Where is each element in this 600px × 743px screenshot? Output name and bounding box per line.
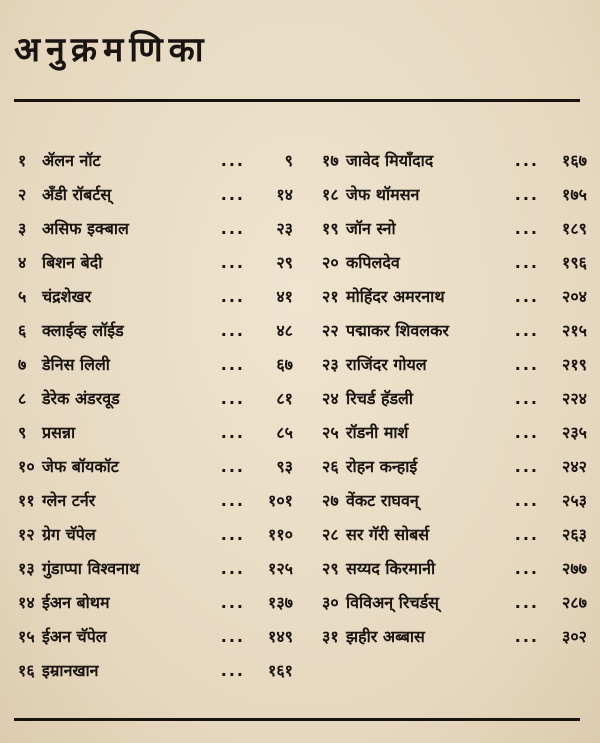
entry-page-number: ९३ bbox=[276, 457, 293, 476]
entry-number: १९ bbox=[322, 219, 339, 238]
entry-number: ८ bbox=[18, 389, 27, 408]
entry-leader: ... bbox=[220, 456, 245, 476]
top-divider bbox=[14, 99, 580, 102]
contents-entry bbox=[18, 517, 293, 551]
entry-number: १७ bbox=[322, 151, 339, 170]
entry-leader: ... bbox=[514, 320, 539, 340]
entry-page-number: २४२ bbox=[562, 457, 587, 476]
entry-number: १० bbox=[18, 457, 35, 476]
entry-name: प्रसन्ना bbox=[42, 423, 76, 442]
entry-leader: ... bbox=[514, 626, 539, 646]
contents-entry bbox=[18, 619, 293, 653]
contents-entry bbox=[322, 585, 587, 619]
entry-name: सर गॅरी सोबर्स bbox=[346, 525, 430, 544]
entry-name: वेंकट राघवन् bbox=[346, 491, 419, 510]
entry-name: कपिलदेव bbox=[346, 253, 400, 272]
contents-entry bbox=[18, 483, 293, 517]
entry-leader: ... bbox=[514, 490, 539, 510]
contents-entry bbox=[322, 517, 587, 551]
contents-entry bbox=[18, 313, 293, 347]
contents-entry bbox=[18, 279, 293, 313]
entry-leader: ... bbox=[220, 150, 245, 170]
entry-page-number: १६१ bbox=[268, 661, 293, 680]
entry-number: ३१ bbox=[322, 627, 339, 646]
entry-leader: ... bbox=[220, 252, 245, 272]
entry-number: २ bbox=[18, 185, 27, 204]
entry-page-number: १०१ bbox=[268, 491, 293, 510]
entry-number: ३ bbox=[18, 219, 27, 238]
entry-number: २४ bbox=[322, 389, 339, 408]
entry-name: ईअन चॅपेल bbox=[42, 627, 107, 646]
entry-leader: ... bbox=[220, 626, 245, 646]
entry-number: २५ bbox=[322, 423, 339, 442]
entry-leader: ... bbox=[514, 286, 539, 306]
entry-name: झहीर अब्बास bbox=[346, 627, 425, 646]
entry-leader: ... bbox=[220, 490, 245, 510]
contents-entry bbox=[322, 619, 587, 653]
entry-leader: ... bbox=[514, 456, 539, 476]
entry-page-number: १७५ bbox=[562, 185, 587, 204]
contents-entry bbox=[322, 313, 587, 347]
entry-leader: ... bbox=[514, 184, 539, 204]
entry-page-number: ८५ bbox=[276, 423, 293, 442]
entry-page-number: २५३ bbox=[562, 491, 587, 510]
contents-entry bbox=[18, 143, 293, 177]
contents-left-column bbox=[18, 143, 293, 687]
contents-entry bbox=[18, 347, 293, 381]
entry-page-number: ६७ bbox=[276, 355, 293, 374]
contents-entry bbox=[18, 585, 293, 619]
contents-entry bbox=[18, 177, 293, 211]
entry-name: बिशन बेदी bbox=[42, 253, 103, 272]
contents-entry bbox=[18, 211, 293, 245]
entry-page-number: १४९ bbox=[268, 627, 293, 646]
entry-number: १३ bbox=[18, 559, 35, 578]
entry-page-number: ३०२ bbox=[562, 627, 587, 646]
entry-number: ७ bbox=[18, 355, 27, 374]
entry-number: ५ bbox=[18, 287, 27, 306]
entry-leader: ... bbox=[220, 660, 245, 680]
contents-entry bbox=[322, 449, 587, 483]
entry-page-number: १९६ bbox=[562, 253, 587, 272]
entry-number: ९ bbox=[18, 423, 27, 442]
entry-page-number: २२४ bbox=[562, 389, 587, 408]
contents-entry bbox=[322, 279, 587, 313]
contents-entry bbox=[322, 177, 587, 211]
contents-entry bbox=[322, 483, 587, 517]
entry-leader: ... bbox=[220, 524, 245, 544]
contents-entry bbox=[322, 381, 587, 415]
entry-name: रोहन कन्हाई bbox=[346, 457, 418, 476]
entry-page-number: ४१ bbox=[276, 287, 293, 306]
entry-name: जेफ बॉयकॉट bbox=[42, 457, 119, 476]
entry-name: जावेद मियाँदाद bbox=[346, 151, 434, 170]
entry-number: १२ bbox=[18, 525, 35, 544]
entry-leader: ... bbox=[220, 558, 245, 578]
entry-leader: ... bbox=[514, 388, 539, 408]
entry-leader: ... bbox=[514, 592, 539, 612]
entry-number: १६ bbox=[18, 661, 35, 680]
entry-name: ग्रेग चॅपेल bbox=[42, 525, 96, 544]
contents-entry bbox=[18, 415, 293, 449]
entry-number: २९ bbox=[322, 559, 339, 578]
entry-number: ११ bbox=[18, 491, 35, 510]
contents-entry bbox=[18, 245, 293, 279]
entry-name: जेफ थॉमसन bbox=[346, 185, 420, 204]
entry-number: २१ bbox=[322, 287, 339, 306]
bottom-divider bbox=[14, 718, 580, 721]
entry-page-number: २७७ bbox=[562, 559, 587, 578]
entry-leader: ... bbox=[514, 524, 539, 544]
entry-name: सय्यद किरमानी bbox=[346, 559, 436, 578]
entry-page-number: २८७ bbox=[562, 593, 587, 612]
entry-number: ४ bbox=[18, 253, 27, 272]
contents-entry bbox=[322, 143, 587, 177]
entry-name: डेनिस लिली bbox=[42, 355, 110, 374]
entry-page-number: ४८ bbox=[276, 321, 293, 340]
contents-entry bbox=[18, 381, 293, 415]
entry-number: २३ bbox=[322, 355, 339, 374]
entry-name: क्लाईव्ह लॉईड bbox=[42, 321, 124, 340]
entry-number: ३० bbox=[322, 593, 339, 612]
entry-page-number: २६३ bbox=[562, 525, 587, 544]
entry-name: रॉडनी मार्श bbox=[346, 423, 409, 442]
entry-number: ६ bbox=[18, 321, 27, 340]
entry-leader: ... bbox=[514, 558, 539, 578]
entry-number: २८ bbox=[322, 525, 339, 544]
entry-leader: ... bbox=[220, 592, 245, 612]
entry-number: १४ bbox=[18, 593, 35, 612]
entry-page-number: १३७ bbox=[268, 593, 293, 612]
entry-page-number: ११० bbox=[268, 525, 293, 544]
page-title: अनुक्रमणिका bbox=[14, 30, 210, 70]
entry-leader: ... bbox=[220, 422, 245, 442]
entry-leader: ... bbox=[514, 150, 539, 170]
entry-page-number: २९ bbox=[276, 253, 293, 272]
entry-leader: ... bbox=[220, 320, 245, 340]
entry-name: गुंडाप्पा विश्वनाथ bbox=[42, 559, 140, 578]
entry-leader: ... bbox=[220, 354, 245, 374]
entry-leader: ... bbox=[220, 218, 245, 238]
entry-name: चंद्रशेखर bbox=[42, 287, 92, 306]
contents-entry bbox=[322, 211, 587, 245]
contents-entry bbox=[18, 653, 293, 687]
entry-name: मोहिंदर अमरनाथ bbox=[346, 287, 445, 306]
entry-name: ग्लेन टर्नर bbox=[42, 491, 96, 510]
contents-entry bbox=[322, 551, 587, 585]
contents-entry bbox=[322, 347, 587, 381]
entry-page-number: २०४ bbox=[562, 287, 587, 306]
entry-number: १५ bbox=[18, 627, 35, 646]
contents-right-column bbox=[322, 143, 587, 653]
contents-entry bbox=[322, 245, 587, 279]
entry-name: डेरेक अंडरवूड bbox=[42, 389, 120, 408]
contents-entry bbox=[18, 449, 293, 483]
entry-name: राजिंदर गोयल bbox=[346, 355, 427, 374]
entry-name: रिचर्ड हॅडली bbox=[346, 389, 414, 408]
entry-name: अँडी रॉबर्टस् bbox=[42, 185, 112, 204]
entry-number: १ bbox=[18, 151, 27, 170]
entry-name: असिफ इक्बाल bbox=[42, 219, 129, 238]
entry-name: ॲलन नॉट bbox=[42, 151, 101, 170]
entry-leader: ... bbox=[514, 354, 539, 374]
entry-leader: ... bbox=[220, 286, 245, 306]
entry-page-number: १८९ bbox=[562, 219, 587, 238]
entry-leader: ... bbox=[220, 184, 245, 204]
entry-leader: ... bbox=[514, 422, 539, 442]
contents-entry bbox=[322, 415, 587, 449]
entry-page-number: २३५ bbox=[562, 423, 587, 442]
entry-page-number: २३ bbox=[276, 219, 293, 238]
entry-leader: ... bbox=[514, 252, 539, 272]
entry-number: २७ bbox=[322, 491, 339, 510]
entry-number: २० bbox=[322, 253, 339, 272]
entry-name: ईअन बोथम bbox=[42, 593, 110, 612]
entry-leader: ... bbox=[220, 388, 245, 408]
entry-page-number: १६७ bbox=[562, 151, 587, 170]
entry-page-number: ९ bbox=[284, 151, 293, 170]
entry-page-number: २१९ bbox=[562, 355, 587, 374]
entry-leader: ... bbox=[514, 218, 539, 238]
entry-name: इम्रानखान bbox=[42, 661, 99, 680]
entry-number: २६ bbox=[322, 457, 339, 476]
entry-name: पद्माकर शिवलकर bbox=[346, 321, 449, 340]
entry-number: २२ bbox=[322, 321, 339, 340]
contents-entry bbox=[18, 551, 293, 585]
entry-page-number: १२५ bbox=[268, 559, 293, 578]
entry-page-number: १४ bbox=[276, 185, 293, 204]
entry-page-number: ८१ bbox=[276, 389, 293, 408]
entry-name: विविअन् रिचर्डस् bbox=[346, 593, 439, 612]
entry-number: १८ bbox=[322, 185, 339, 204]
entry-page-number: २१५ bbox=[562, 321, 587, 340]
entry-name: जॉन स्नो bbox=[346, 219, 396, 238]
